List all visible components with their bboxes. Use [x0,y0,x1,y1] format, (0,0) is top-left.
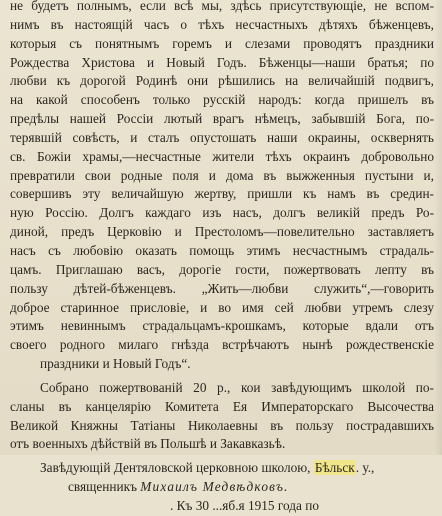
page-edge-shadow [434,0,442,455]
cut-off-line: . Къ 30 ...яб.я 1915 года по [170,497,320,513]
text-line: отъ военныхъ дѣйствій въ Польшѣ и Закавказьѣ. [10,436,286,452]
text-line: насъ съ любовію оказать помощь этимъ несчастнымъ страдаль- [10,242,434,258]
text-line: предѣлы нашей Россіи лютый врагъ нѣмецъ, забывшій Бога, по- [10,111,434,127]
text-line: этимъ невиннымъ страдальцамъ-крошкамъ, которые вдали отъ [10,318,434,334]
signature-line-2 [10,478,434,497]
document-text [10,0,434,513]
signature-name: Михаилъ Медвѣдковъ. [140,479,289,495]
signature-line-1 [10,459,434,478]
text-line: Великой Княжны Татіаны Николаевны въ пользу пострадавшихъ [10,417,434,433]
text-line: ную Россію. Долгъ каждаго изъ насъ, долгъ великій предъ Ро- [10,205,434,221]
text-line: не будетъ полнымъ, если всѣ мы, здѣсь присутствующіе, не вспом- [10,0,434,13]
text-line: св. Божіи храмы,—несчастные жители тѣхъ окраинъ добровольно [10,148,434,164]
text-line: нимъ въ настоящій часъ о тѣхъ несчастныхъ дѣтяхъ бѣженцевъ, [10,16,434,32]
text-line: доброе старинное присловіе, и во имя сей любви утремъ слезу [10,299,434,315]
text-line: совершивъ эту величайшую жертву, пришли къ намъ въ средин- [10,186,434,202]
text-line: которыя съ понятнымъ горемъ и слезами проводятъ праздники [10,35,434,51]
text-line: Собрано пожертвованій 20 р., кои завѣдующимъ школой по- [40,379,434,395]
signature-title: священникъ [68,479,137,495]
place-highlight: Бѣльск [314,460,355,476]
signature-school: Завѣдующій Дентяловской церковною школою, [40,460,311,476]
text-line: своего родного милаго гнѣзда встрѣчаютъ нынѣ рождественскіе [10,337,434,353]
text-line: праздники и Новый Годъ“. [40,356,191,372]
text-line: превратили свои родные поля и дома въ выжженныя пустыни и, [10,167,434,183]
text-line: цамъ. Приглашаю васъ, дорогіе гости, пожертвовать лепту въ [10,261,434,277]
text-line: Рождества Христова и Новый Годъ. Бѣженцы—наши братья; по [10,54,434,70]
text-line: сланы въ канцелярію Комитета Ея Императорскаго Высочества [10,398,434,414]
text-line: терявшій совѣсть, и сталъ опустошать наши окраины, осквернять [10,129,434,145]
text-line: любви къ дорогой Родинѣ они рѣшились на величайшій подвигъ, [10,73,434,89]
text-line: диной, предъ Церковію и Престоломъ—повелительно заставляетъ [10,224,434,240]
text-line: на какой способенъ только русскій народъ: когда пришелъ въ [10,92,434,108]
text-line: пользу дѣтей-бѣженцевъ. „Жить—любви служить“,—говорить [10,280,434,296]
signature-district: . у., [355,460,375,476]
